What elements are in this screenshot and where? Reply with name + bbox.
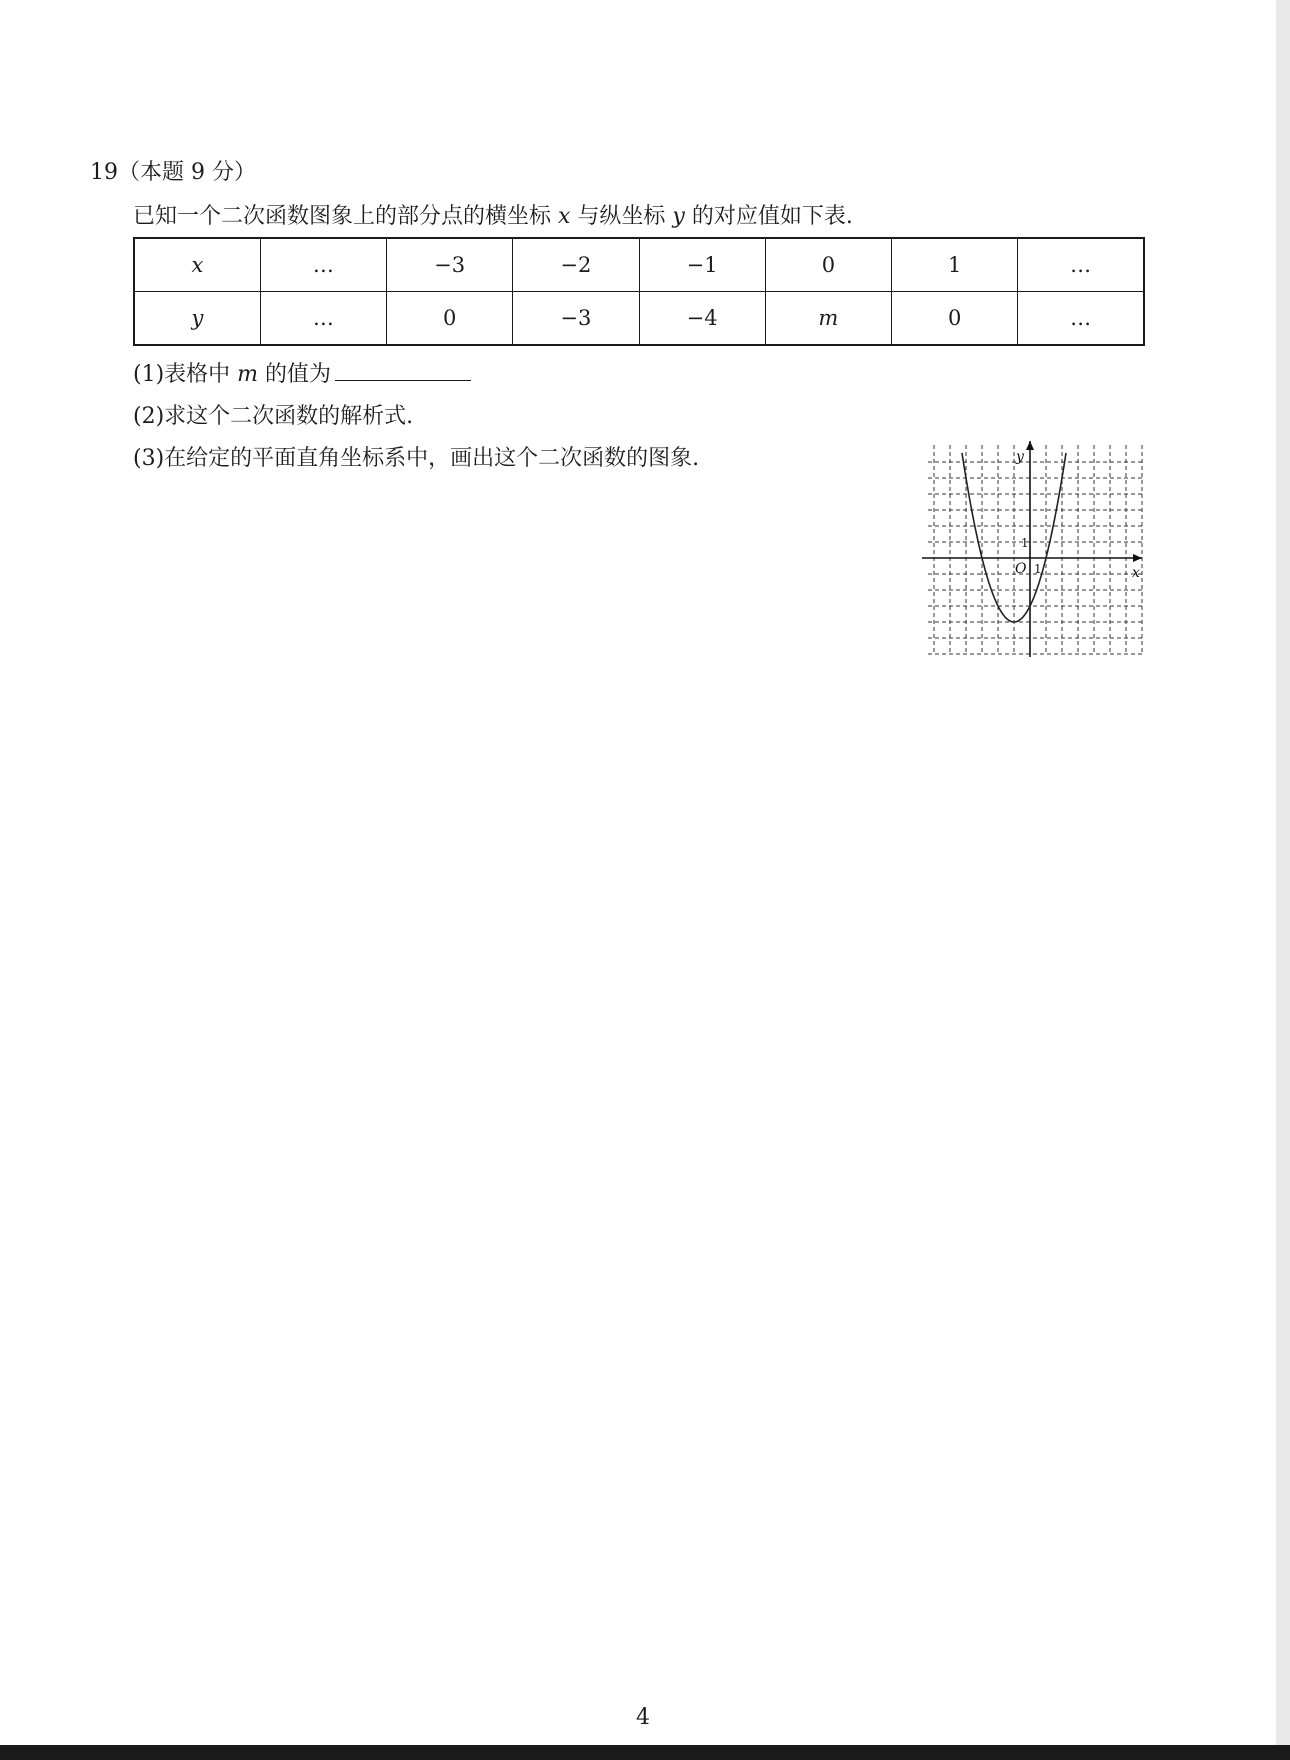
subquestion-3: (3)在给定的平面直角坐标系中，画出这个二次函数的图象.: [133, 446, 700, 471]
q1-var-m: m: [237, 362, 259, 387]
table-cell: −4: [639, 292, 765, 346]
values-table: [133, 237, 1145, 346]
table-cell: −1: [639, 238, 765, 292]
table-cell: −2: [513, 238, 639, 292]
table-row-x: [134, 238, 1144, 292]
table-cell: …: [1018, 238, 1144, 292]
page-number: 4: [636, 1705, 650, 1730]
table-cell: 0: [892, 292, 1018, 346]
table-cell: 0: [765, 238, 891, 292]
question-intro: [133, 199, 853, 230]
x-axis-arrow-icon: [1133, 554, 1142, 562]
y-axis-label: y: [1016, 449, 1024, 465]
intro-text-2: 与纵坐标: [570, 204, 673, 229]
dashed-grid: [928, 445, 1142, 655]
bottom-band: [0, 1745, 1290, 1760]
table-cell: …: [260, 238, 386, 292]
table-cell: …: [260, 292, 386, 346]
answer-blank[interactable]: [335, 358, 471, 381]
q1-suffix: 的值为: [258, 362, 332, 387]
table-cell: 1: [892, 238, 1018, 292]
x-axis-label: x: [1132, 565, 1140, 581]
intro-text-1: 已知一个二次函数图象上的部分点的横坐标: [133, 204, 558, 229]
table-row-y: [134, 292, 1144, 346]
question-header: 19（本题 9 分）: [90, 160, 256, 185]
intro-var-y: y: [672, 204, 685, 229]
table-cell: y: [134, 292, 260, 346]
table-cell: −3: [387, 238, 513, 292]
intro-var-x: x: [558, 204, 571, 229]
y-axis-arrow-icon: [1026, 441, 1034, 450]
table-cell: x: [134, 238, 260, 292]
table-cell: …: [1018, 292, 1144, 346]
coordinate-graph: [920, 425, 1150, 660]
subquestion-1: [133, 357, 471, 388]
unit-y-label: 1: [1021, 536, 1029, 550]
table-cell: 0: [387, 292, 513, 346]
table-cell: −3: [513, 292, 639, 346]
page-edge-strip: [1276, 0, 1290, 1760]
unit-x-label: 1: [1034, 562, 1042, 576]
origin-label: O: [1015, 561, 1027, 577]
intro-text-3: 的对应值如下表.: [684, 204, 853, 229]
table-cell: m: [765, 292, 891, 346]
q1-prefix: (1)表格中: [133, 362, 238, 387]
subquestion-2: (2)求这个二次函数的解析式.: [133, 404, 414, 429]
